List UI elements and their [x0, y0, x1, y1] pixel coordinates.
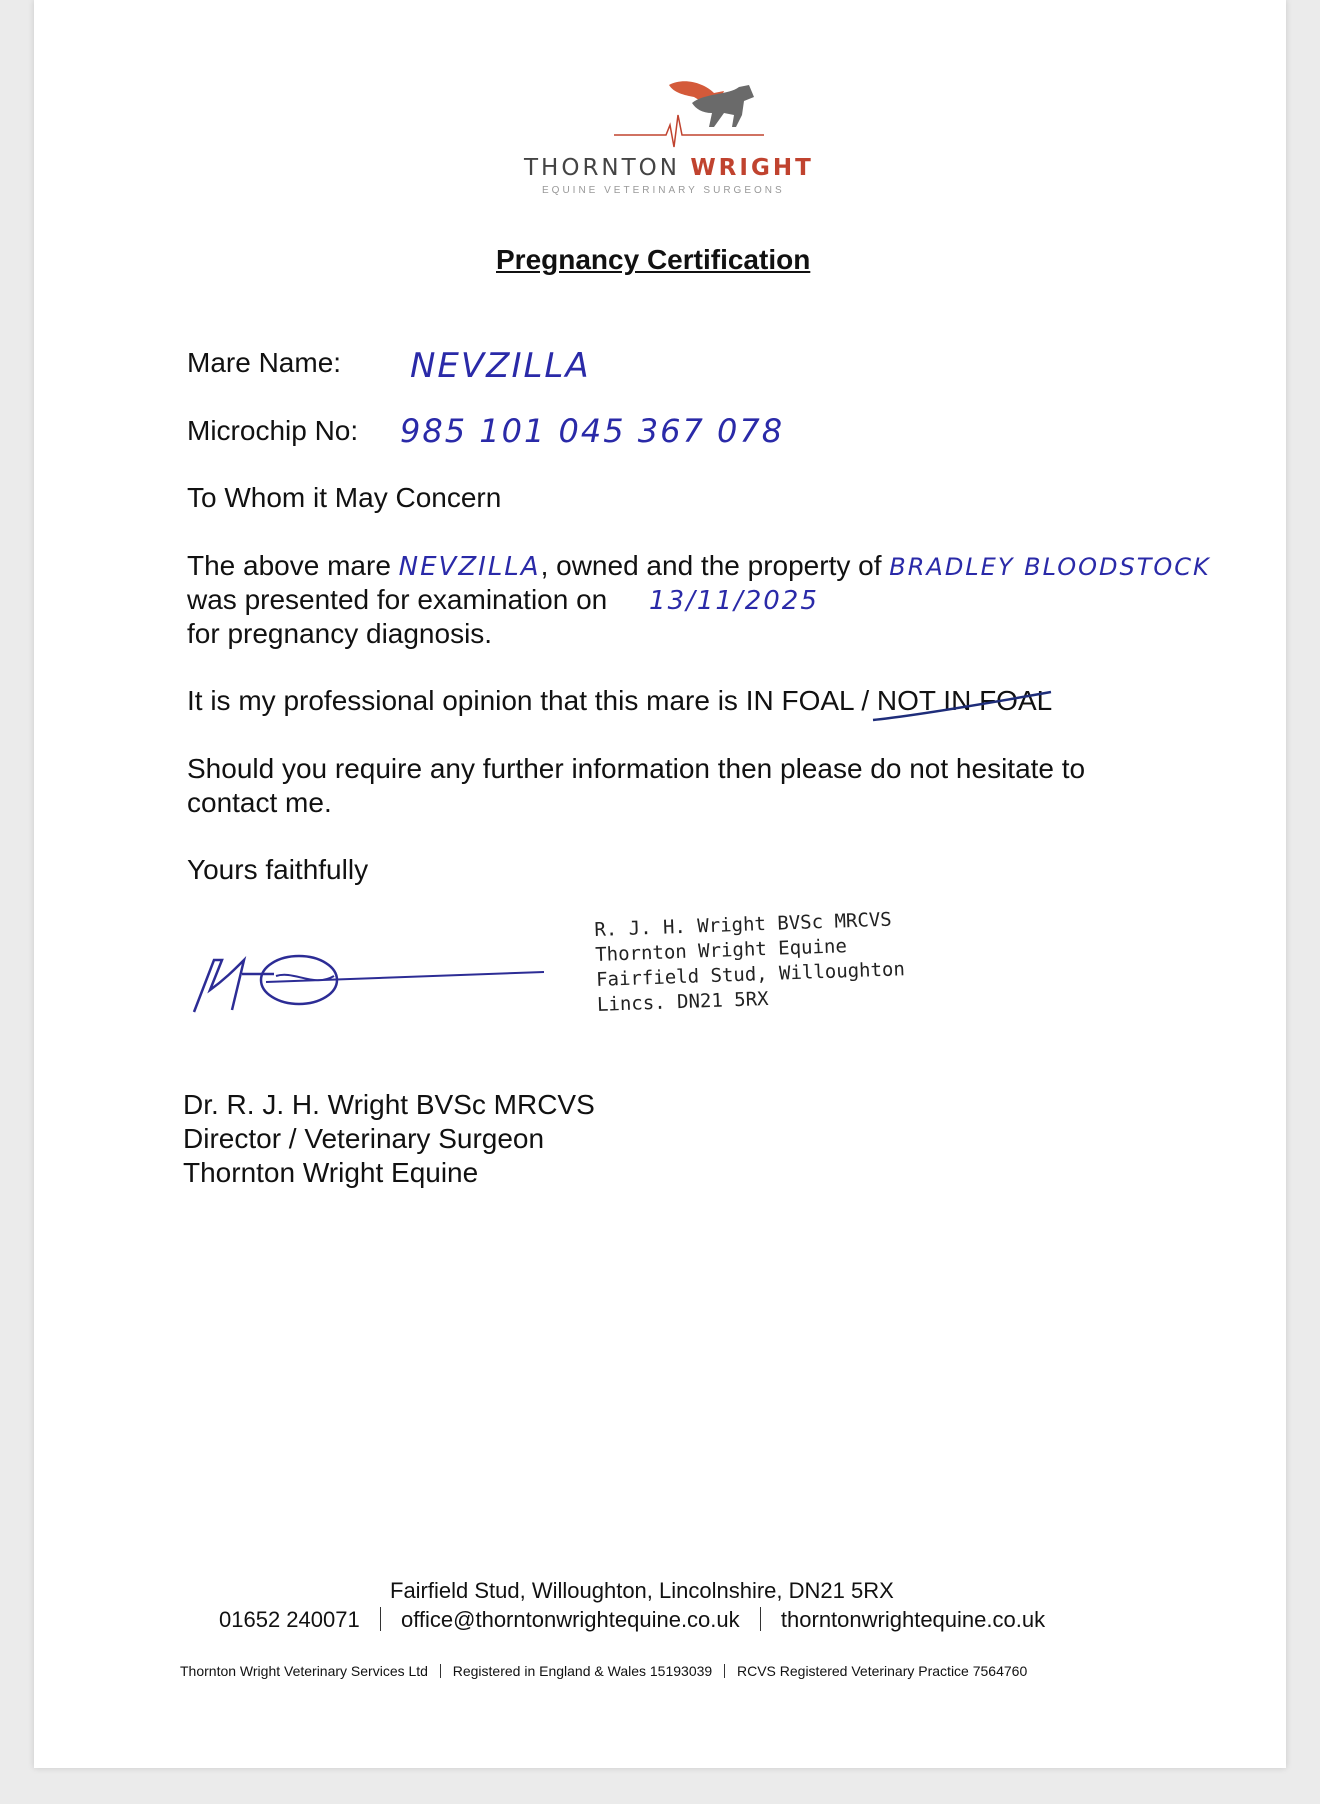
footer-separator: [760, 1607, 761, 1631]
para1-line1: [187, 549, 1211, 584]
opinion-struck-option: [877, 684, 1052, 718]
footer-company: Thornton Wright Veterinary Services Ltd: [180, 1663, 428, 1679]
footer-contacts: [219, 1607, 1045, 1633]
footer-legal: [180, 1663, 1027, 1679]
para1-text-a: The above mare: [187, 550, 391, 581]
footer-phone: 01652 240071: [219, 1607, 360, 1632]
footer-separator: [380, 1607, 381, 1631]
para1-text-b: , owned and the property of: [540, 550, 882, 581]
contact-line2: contact me.: [187, 787, 332, 818]
para1-owner: BRADLEY BLOODSTOCK: [889, 553, 1211, 581]
closing: Yours faithfully: [187, 854, 369, 885]
para1-mare-name: NEVZILLA: [398, 552, 541, 582]
address-stamp: [594, 907, 906, 1018]
para1-line2: [187, 583, 819, 618]
microchip-value: 985 101 045 367 078: [400, 412, 785, 450]
brand-name-part2: WRIGHT: [690, 155, 814, 181]
para1-line3: for pregnancy diagnosis.: [187, 618, 493, 649]
salutation: To Whom it May Concern: [187, 482, 502, 513]
footer-email[interactable]: office@thorntonwrightequine.co.uk: [400, 1607, 740, 1632]
microchip-label: Microchip No:: [187, 415, 359, 446]
contact-line1: Should you require any further information then please do not hesitate to: [187, 753, 1086, 784]
signature-icon: [184, 940, 544, 1020]
stamp-line1: R. J. H. Wright BVSc MRCVS: [594, 908, 893, 941]
footer-registration: Registered in England & Wales 15193039: [452, 1663, 713, 1679]
footer-rcvs: RCVS Registered Veterinary Practice 7564760: [736, 1663, 1028, 1679]
para1-text-c: was presented for examination on: [187, 584, 608, 615]
para1-date: 13/11/2025: [649, 586, 819, 616]
opinion-line: [187, 684, 1052, 718]
opinion-prefix: It is my professional opinion that this mare is IN FOAL /: [187, 685, 870, 716]
horse-logo-icon: [614, 75, 774, 155]
mare-name-value: NEVZILLA: [410, 346, 591, 386]
brand-name: [524, 155, 814, 181]
mare-name-label: Mare Name:: [187, 347, 342, 378]
stamp-line2: Thornton Wright Equine: [594, 935, 848, 966]
document-title: Pregnancy Certification: [496, 244, 811, 275]
brand-name-part1: THORNTON: [524, 155, 680, 181]
opinion-struck-text: NOT IN FOAL: [876, 685, 1053, 716]
footer-separator: [440, 1664, 441, 1678]
footer-website[interactable]: thorntonwrightequine.co.uk: [780, 1607, 1046, 1632]
footer-separator: [724, 1664, 725, 1678]
stamp-line3: Fairfield Stud, Willoughton: [595, 958, 906, 991]
strike-line-icon: [871, 686, 1061, 726]
brand-subtitle: EQUINE VETERINARY SURGEONS: [542, 185, 785, 196]
signatory-org: Thornton Wright Equine: [183, 1157, 479, 1188]
document-page: [34, 0, 1286, 1768]
signatory-name: Dr. R. J. H. Wright BVSc MRCVS: [183, 1089, 595, 1120]
footer-address: Fairfield Stud, Willoughton, Lincolnshire, DN21 5RX: [390, 1578, 894, 1603]
stamp-line4: Lincs. DN21 5RX: [596, 987, 769, 1016]
signatory-role: Director / Veterinary Surgeon: [183, 1123, 545, 1154]
